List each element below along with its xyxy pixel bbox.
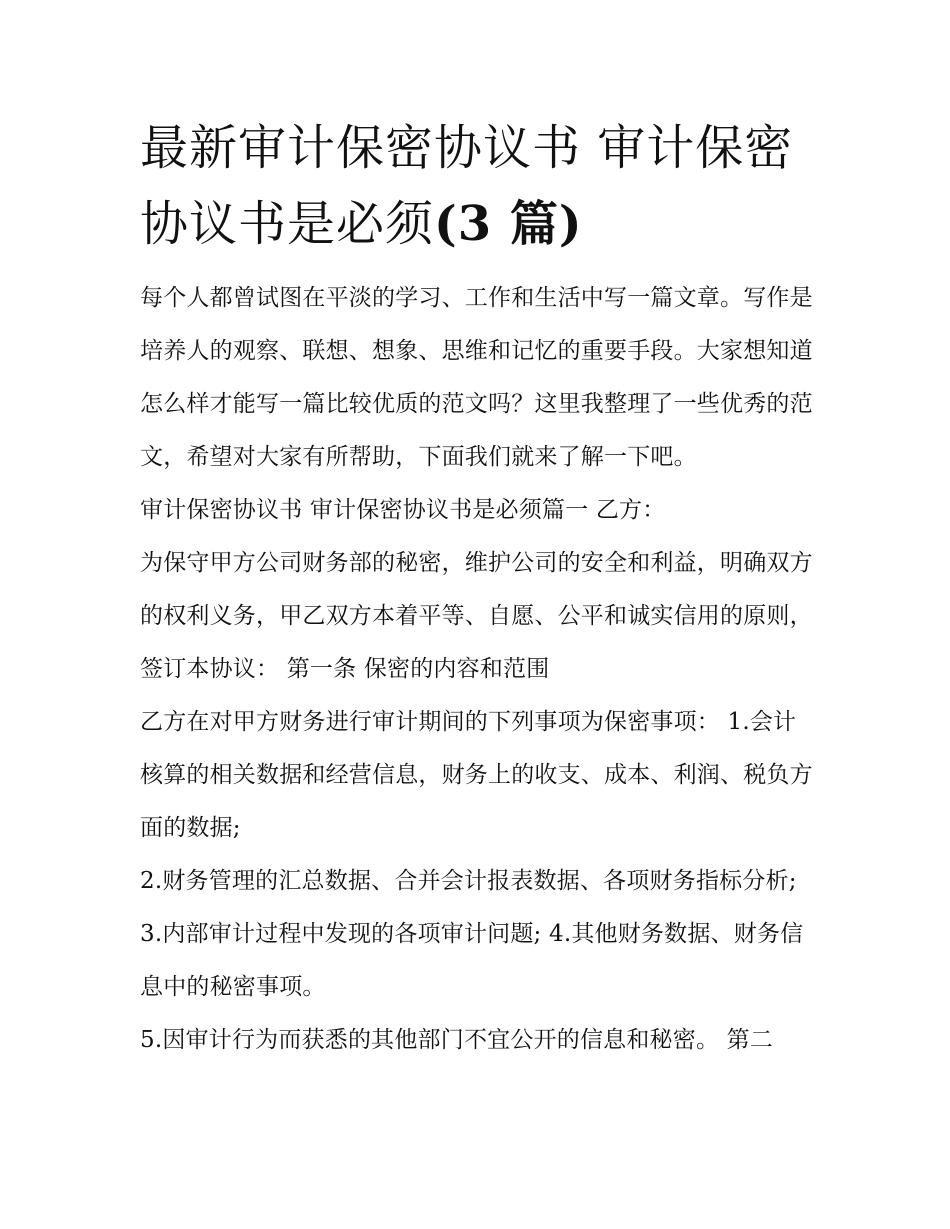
title-count-text: (3 篇) (434, 196, 583, 252)
document-title (140, 110, 815, 262)
confidential-items-paragraph: 乙方在对甲方财务进行审计期间的下列事项为保密事项： 1.会计核算的相关数据和经营信息，财务上的收支、成本、利润、税负方面的数据; (140, 709, 813, 841)
document-page (140, 110, 815, 1067)
audit-items-paragraph: 5.因审计行为而获悉的其他部门不宜公开的信息和秘密。 第二 (140, 1027, 774, 1053)
financial-items-paragraph: 2.财务管理的汇总数据、合并会计报表数据、各项财务指标分析; 3.内部审计过程中发现的各项审计问题; 4.其他财务数据、财务信息中的秘密事项。 (140, 868, 804, 1000)
intro-paragraph: 每个人都曾试图在平淡的学习、工作和生活中写一篇文章。写作是培养人的观察、联想、想象、思维和记忆的重要手段。大家想知道怎么样才能写一篇比较优质的范文吗？这里我整理了一些优秀的范文，希望对大家有所帮助，下面我们就来了解一下吧。 (140, 285, 813, 470)
section-heading-paragraph: 审计保密协议书 审计保密协议书是必须篇一 乙方： (140, 497, 666, 523)
purpose-paragraph: 为保守甲方公司财务部的秘密，维护公司的安全和利益，明确双方的权利义务，甲乙双方本着平等、自愿、公平和诚实信用的原则，签订本协议： 第一条 保密的内容和范围 (140, 550, 813, 682)
title-main-text: 最新审计保密协议书 审计保密协议书是必须 (140, 120, 794, 252)
